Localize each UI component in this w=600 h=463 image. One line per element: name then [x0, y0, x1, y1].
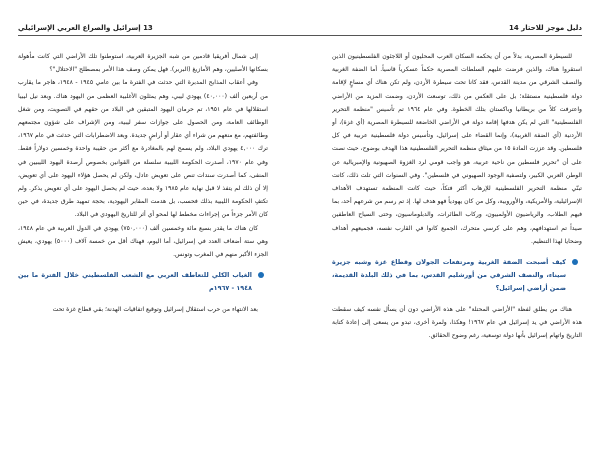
right-column	[332, 50, 582, 455]
header-left-running-title: 13 إسرائيل والصراع العربي الإسرائيلي	[18, 24, 153, 32]
bullet-icon	[258, 272, 264, 278]
left-column	[18, 50, 268, 455]
right-paragraph-1: للسيطرة المصرية، بدلاً من أن يحكمه السكان العرب المحليون أو اللاجئون الفلسطينيون الذين استقروا هناك، والذين فرضت عليهم السلطات المصرية حكماً عسكرياً قاسياً. أما الضفة الغربية والنصف الشرقي من مدينة القدس، فقد كانا تحت سيطرة الأردن، ولم تكن هناك أي مساعٍ لإقامة دولة فلسطينية مستقلة؛ بل على العكس من ذلك، توسعت الأردن، وضمت المزيد من الأراضي واعترفت كلاً من بريطانيا وباكستان بتلك الخطوة. وفي عام ١٩٦٤ تم تأسيس "منظمة التحرير الفلسطينية" التي لم يكن هدفها إقامة دولة في الأراضي الخاضعة للسيطرة المصرية (أي غزة)، أو الأردنية (أي الضفة الغربية)، وإنما القضاء على إسرائيل، وتأسيس دولة فلسطينية عربية في كل فلسطين. وقد عززت المادة ١٥ من ميثاق منظمة التحرير الفلسطينية هذا الهدف بوضوح، حيث نصت على أن "تحرير فلسطين من ناحية عربية، هو واجب قومي لرد الغزوة الصهيونية والإمبريالية عن الوطن العربي الكبير، ولتصفية الوجود الصهيوني في فلسطين". وفي السنوات التي تلت ذلك، كانت تبنّي منظمة التحرير الفلسطينية للإرهاب أكثر فتكاً، حيث كانت المنظمة تستهدف الأهداف الإسرائيلية، والأمريكية، والأوروبية، وكل من كان يهودياً فهو هدف لها. إذ تم رسم من شرعهم أحد، بما فيهم الطلاب، والرياضيون الأولمبيون، وركاب الطائرات، والدبلوماسيون، وحتى السياح العاطفين صيداً تم استهدافهم، وهم على كرسي متحرك، الجميع كانوا في القارب نفسه، فجميعهم أهداف وضحايا لهذا التنظيم.	[332, 53, 582, 245]
header-rule	[18, 35, 582, 36]
bullet-icon	[572, 259, 578, 265]
right-section-heading	[332, 256, 576, 295]
page-header	[18, 22, 582, 36]
left-section-heading	[18, 269, 262, 295]
left-paragraph-3: كان هناك ما يقدر بسبع مائة وخمسين ألف (٧٥٠,٠٠٠) يهودي في الدول العربية في عام ١٩٤٨، وهي ستة أضعاف العدد في إسرائيل، أما اليوم، فهناك أقل من خمسة آلاف (٥٠٠٠) يهودي، يعيش الجزء الأكبر منهم في المغرب وتونس.	[18, 224, 268, 259]
left-paragraph-4: بعد الانتهاء من حرب استقلال إسرائيل وتوقيع اتفاقيات الهدنة؛ بقي قطاع غزة تحت	[52, 306, 258, 314]
left-section-heading-text: الغياب الكلي للتعاطف العربي مع الشعب الفلسطيني خلال الفترة ما بين ١٩٤٨ - ١٩٦٧م	[18, 271, 252, 293]
right-paragraph-2: هناك من يطلق لفظة "الأراضي المحتلة" على هذه الأراضي دون أن يسأل نفسه كيف سقطت هذه الأراضي في يد إسرائيل في عام ١٩٦٧! وهكذا، ولمرة أخرى، تبدو من يسعى إلى إعادة كتابة التاريخ واتهام إسرائيل بأنها دولة توسعية، رغم وضوح الحقائق.	[332, 306, 582, 340]
header-right-running-title: دليل موجز للاحتار 14	[508, 24, 582, 32]
right-section-heading-text: كيف أصبحت الضفة الغربية ومرتفعات الجولان وقطاع غزة وشبه جزيرة سيناء، والنصف الشرقي من أورشليم القدس، بما في ذلك البلدة القديمة، ضمن أراضي إسرائيل؟	[332, 258, 566, 293]
left-paragraph-2: وفي أعقاب المذابح المدبرة التي حدثت في الفترة ما بين عامي ١٩٤٥ - ١٩٤٨، هاجر ما يقارب من أربعين ألف (٤٠,٠٠٠) يهودي ليبي، وهم يمثلون الأغلبية العظمى من اليهود هناك. وبعد نيل ليبيا استقلالها في عام ١٩٥١، تم حرمان اليهود المتبقين في البلاد من حقهم في التصويت، ومن شغل الوظائف العامة، ومن الحصول على جوازات سفر ليبية، ومن الإشراف على شؤون مجتمعهم وطائفتهم، مع منعهم من شراء أي عقار أو أراضٍ جديدة. وبعد الاضطرابات التي حدثت في عام ١٩٦٧، ترك ٤,٠٠٠ يهودي البلاد، ولم يسمح لهم بالمغادرة مع أكثر من حقيبة واحدة وخمسين دولاراً فقط. وفي عام ١٩٧٠، أصدرت الحكومة الليبية سلسلة من القوانين بخصوص أرصدة اليهود الليبيين في المنفى، كما أصدرت سندات تنص على تعويض عادل، ولكن لم يحصل هؤلاء اليهود على أي تعويض، إلا أن ذلك لم يتفذ لا قبل نهاية عام ١٩٨٥ ولا بعده، حيث لم يحصل اليهود على أي تعويض يذكر. ولم تكتفِ الحكومة الليبية بذلك فحسب، بل هدمت المقابر اليهودية، بحجة تمهيد طرق جديدة، في حين كان الأمر جزءاً من إجراءات مخطط لها لمحو أي أثر للتاريخ اليهودي في البلاد.	[18, 79, 268, 219]
left-paragraph-1: إلى شمال أفريقيا قادمين من شبه الجزيرة العربية، استوطنوا تلك الأراضي التي كانت مأهولة بسكانها الأصليين، وهم الأمازيغ (البربر). فهل يمكن وصف هذا الأمر بمصطلح "الاحتلال"؟	[18, 53, 268, 74]
